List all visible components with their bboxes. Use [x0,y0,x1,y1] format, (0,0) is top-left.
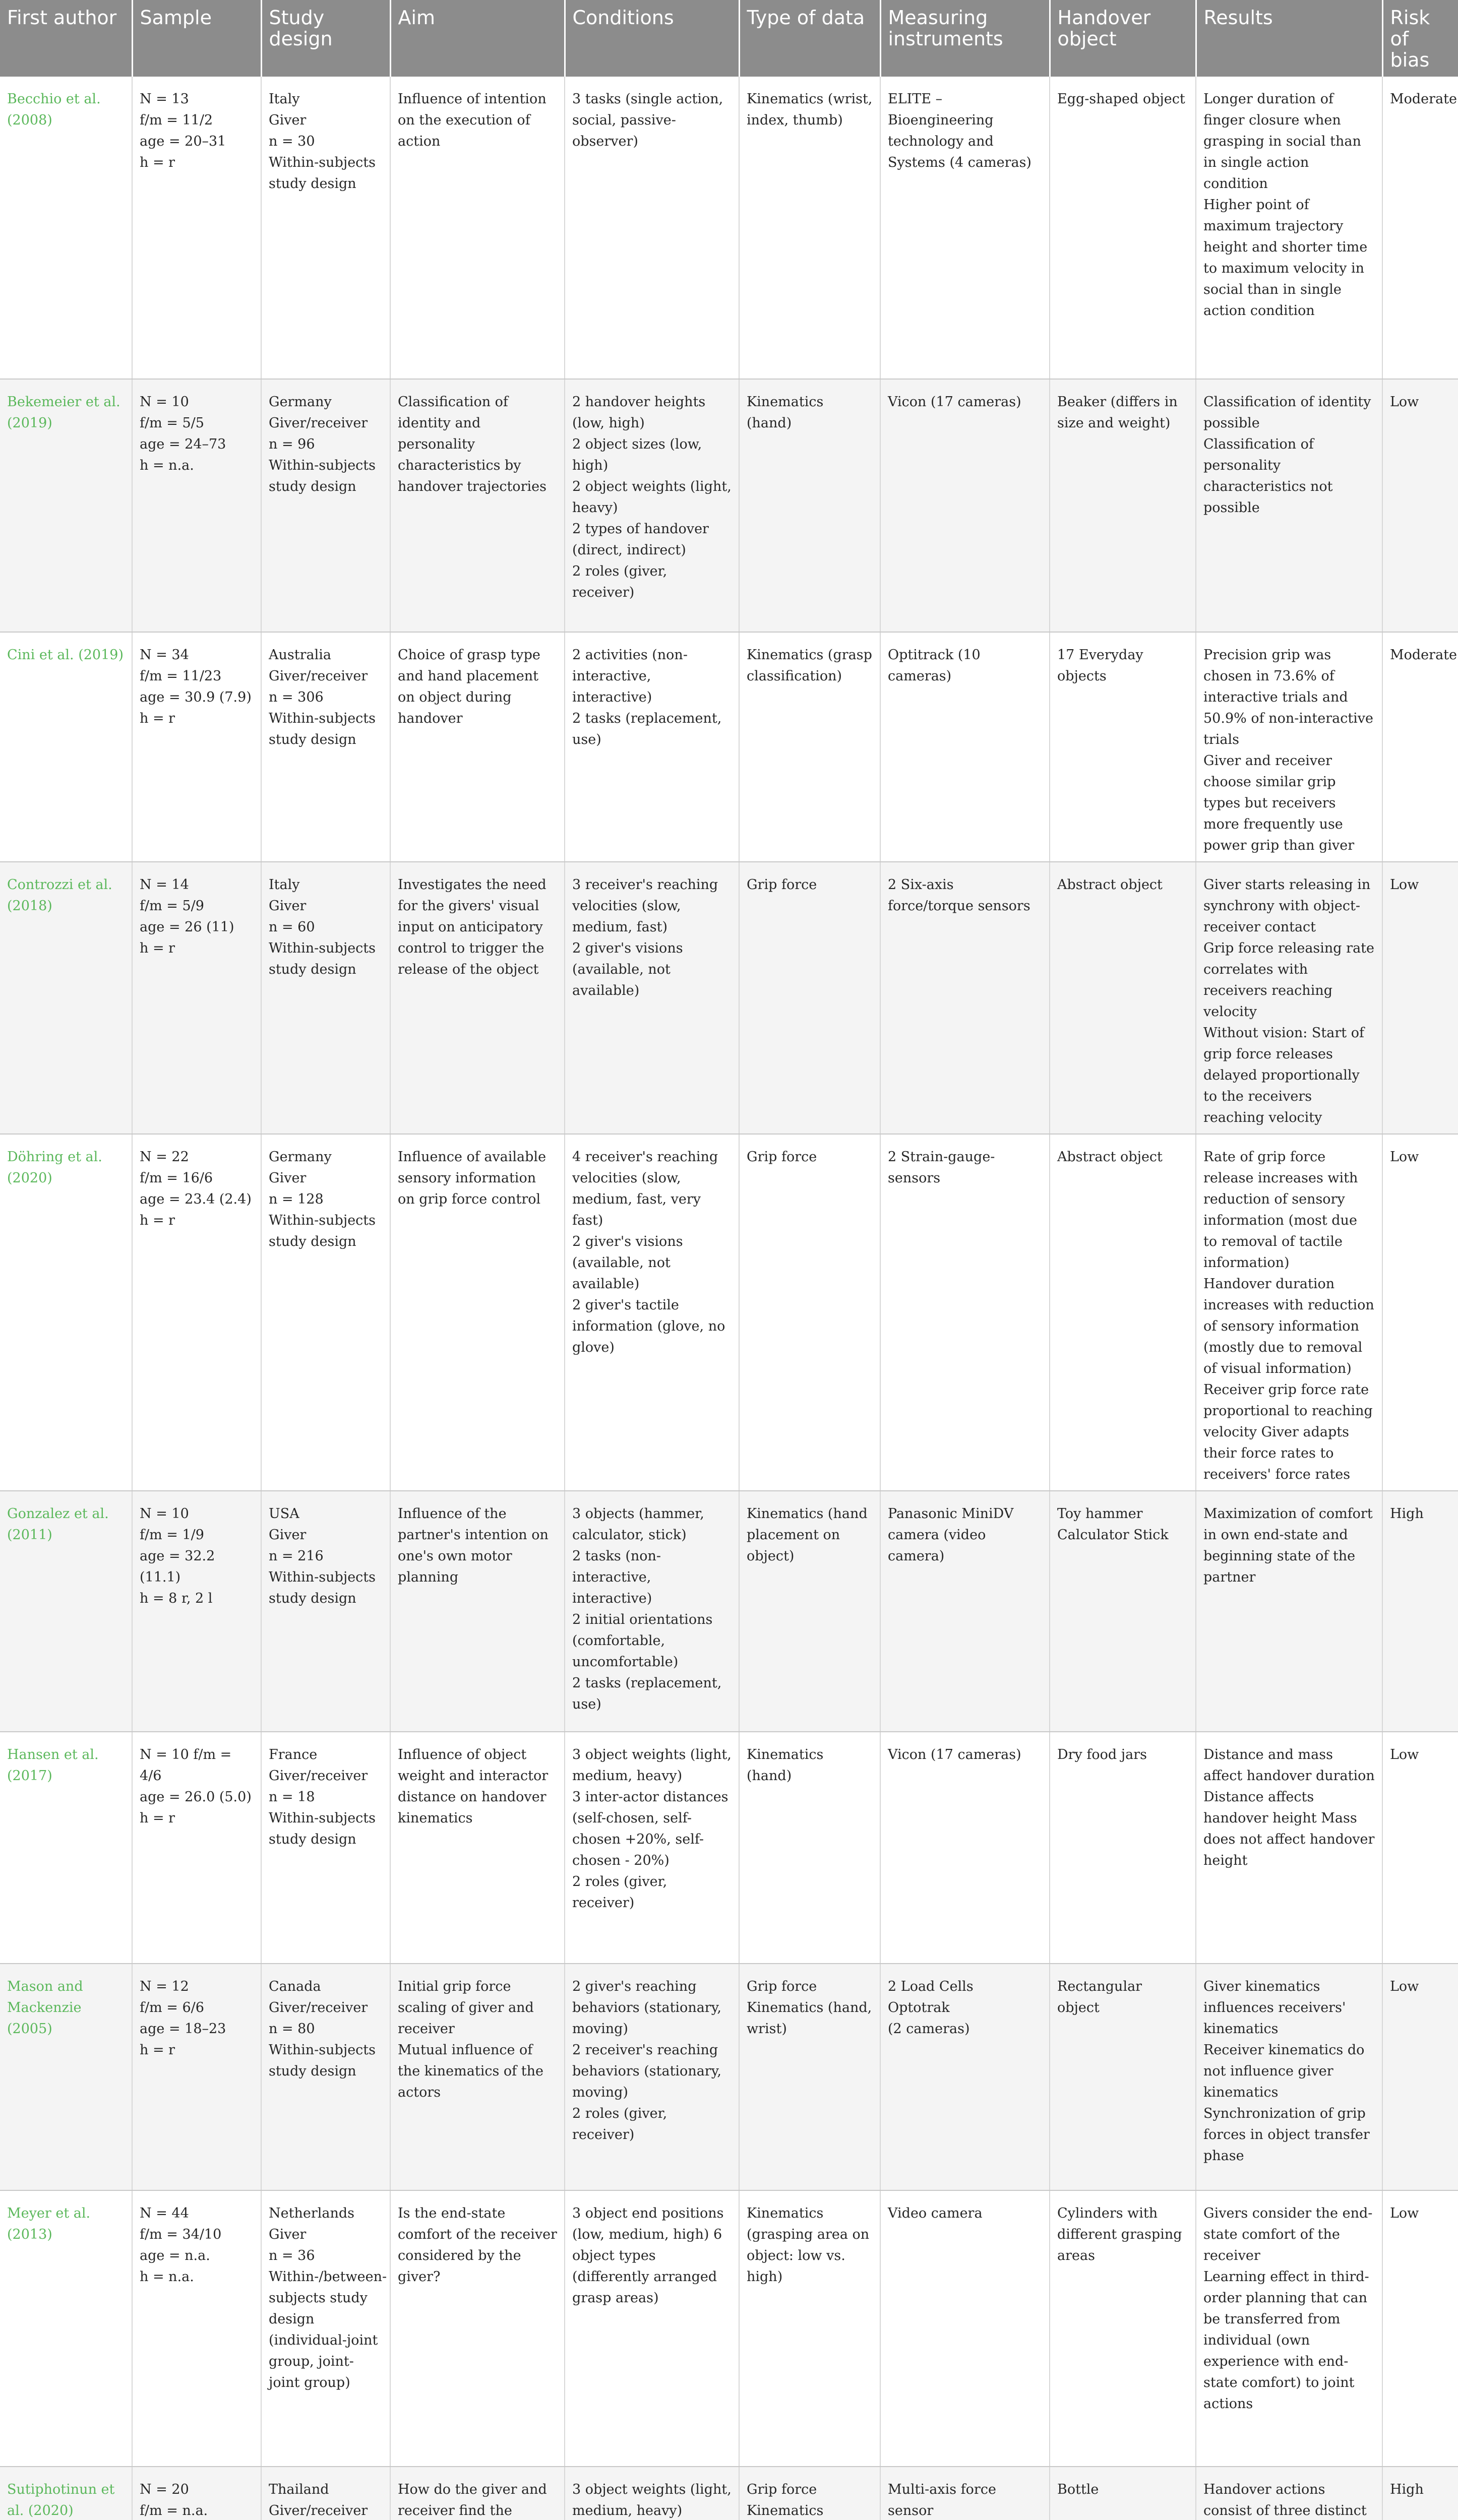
cell-study-design-line: n = 306 [269,689,324,705]
cell-handover-object [1050,1134,1196,1491]
column-header-measuring-instruments: Measuring instruments [880,0,1050,77]
cell-risk-of-bias: Low [1382,1732,1458,1964]
column-header-risk-of-bias: Risk of bias [1382,0,1458,77]
cell-study-design-line: Within-subjects study design [269,2042,376,2079]
cell-measuring-instruments-line: (2 cameras) [888,2021,970,2037]
cell-study-design-line: n = 36 [269,2248,315,2263]
cell-conditions [565,2467,739,2520]
cell-sample-line: h = r [140,2042,175,2058]
cell-measuring-instruments-line: 2 Six-axis force/torque sensors [888,877,1030,914]
cell-measuring-instruments [880,379,1050,632]
cell-results [1196,1134,1382,1491]
cell-study-design-line: Germany [269,394,332,410]
table-row [0,1732,1458,1964]
cell-sample-line: f/m = 1/9 [140,1527,204,1543]
cell-handover-object-line: Egg-shaped object [1057,91,1185,107]
cell-study-design-line: Giver [269,898,307,914]
cell-sample-line: age = 18–23 [140,2021,226,2037]
column-header-aim: Aim [390,0,565,77]
cell-conditions-line: 2 roles (giver, receiver) [572,563,667,600]
cell-aim-line: Mutual influence of the kinematics of the actors [398,2042,543,2100]
cell-type-of-data-line: Grip force [747,2482,817,2497]
cell-measuring-instruments-line: Panasonic MiniDV camera (video camera) [888,1506,1014,1564]
cell-aim [390,1964,565,2190]
cell-first-author[interactable]: Meyer et al. (2013) [0,2190,132,2467]
column-header-handover-object: Handover object [1050,0,1196,77]
cell-sample [132,1964,261,2190]
cell-results-line: Receiver kinematics do not influence giver kinematics [1203,2042,1365,2100]
cell-measuring-instruments-line: 2 Load Cells [888,1979,974,1994]
cell-aim-line: Investigates the need for the givers' visual input on anticipatory control to trigger the release of the object [398,877,546,977]
table-row [0,1134,1458,1491]
cell-type-of-data [739,379,880,632]
cell-aim-line: Choice of grasp type and hand placement on object during handover [398,647,540,726]
cell-results-line: Precision grip was chosen in 73.6% of interactive trials and 50.9% of non-interactive trials [1203,647,1374,747]
cell-results-line: Giver kinematics influences receivers' kinematics [1203,1979,1346,2037]
cell-results-line: Giver and receiver choose similar grip types but receivers more frequently use power grip than giver [1203,753,1355,853]
cell-handover-object-line: Dry food jars [1057,1747,1147,1762]
cell-study-design-line: Giver/receiver [269,2000,368,2015]
cell-conditions-line: 2 giver's visions (available, not available) [572,940,683,998]
cell-type-of-data-line: Kinematics (hand, wrist) [747,2000,872,2037]
cell-conditions-line: 2 tasks (replacement, use) [572,711,722,747]
cell-type-of-data-line: Kinematics (grasping area on object: low vs. high) [747,2206,870,2285]
cell-conditions [565,1964,739,2190]
cell-aim-line: Classification of identity and personality characteristics by handover trajectories [398,394,546,494]
cell-results-line: Distance affects handover height Mass does not affect handover height [1203,1789,1375,1868]
cell-measuring-instruments [880,632,1050,862]
cell-risk-of-bias: Low [1382,862,1458,1134]
cell-conditions-line: 2 object weights (light, heavy) [572,479,732,516]
cell-risk-of-bias: Moderate [1382,632,1458,862]
column-header-first-author: First author [0,0,132,77]
cell-handover-object-line: Beaker (differs in size and weight) [1057,394,1178,431]
table-row [0,1964,1458,2190]
cell-sample-line: h = 8 r, 2 l [140,1591,213,1606]
cell-results [1196,1732,1382,1964]
cell-sample-line: N = 10 f/m = 4/6 [140,1747,232,1784]
cell-study-design-line: Within-subjects study design [269,711,376,747]
cell-conditions-line: 3 objects (hammer, calculator, stick) [572,1506,704,1543]
cell-study-design-line: Within-subjects study design [269,1569,376,1606]
cell-conditions [565,2190,739,2467]
cell-measuring-instruments [880,2190,1050,2467]
cell-conditions-line: 2 initial orientations (comfortable, uncomfortable) [572,1612,713,1670]
cell-measuring-instruments-line: Vicon (17 cameras) [888,1747,1021,1762]
cell-conditions-line: 3 object weights (light, medium, heavy) [572,2482,732,2518]
cell-risk-of-bias: Low [1382,2190,1458,2467]
table-row [0,77,1458,379]
column-header-conditions: Conditions [565,0,739,77]
cell-sample-line: N = 14 [140,877,189,893]
cell-handover-object [1050,1964,1196,2190]
cell-results-line: Classification of personality characteristics not possible [1203,436,1333,516]
table-row [0,862,1458,1134]
cell-study-design-line: Giver [269,1170,307,1186]
cell-sample-line: N = 10 [140,394,189,410]
cell-study-design-line: Canada [269,1979,321,1994]
cell-risk-of-bias: Low [1382,1964,1458,2190]
cell-sample-line: age = 24–73 [140,436,226,452]
cell-aim [390,2467,565,2520]
cell-aim [390,632,565,862]
cell-results-line: Giver starts releasing in synchrony with object-receiver contact [1203,877,1371,935]
cell-risk-of-bias: High [1382,2467,1458,2520]
cell-results-line: Higher point of maximum trajectory height and shorter time to maximum velocity in social than in single action condition [1203,197,1368,319]
cell-sample-line: N = 20 [140,2482,189,2497]
cell-aim-line: Influence of object weight and interactor distance on handover kinematics [398,1747,549,1826]
cell-conditions-line: 2 object sizes (low, high) [572,436,702,473]
cell-sample-line: age = 26.0 (5.0) [140,1789,252,1805]
cell-sample [132,2467,261,2520]
cell-results [1196,1964,1382,2190]
cell-type-of-data [739,2190,880,2467]
cell-study-design-line: n = 60 [269,919,315,935]
cell-handover-object [1050,2467,1196,2520]
cell-study-design-line: Within-subjects study design [269,155,376,192]
cell-measuring-instruments [880,862,1050,1134]
cell-aim-line: How do the giver and receiver find the [398,2482,547,2518]
cell-study-design-line: Thailand [269,2482,329,2497]
column-header-results: Results [1196,0,1382,77]
cell-type-of-data-line: Kinematics (hand placement on object) [747,1506,868,1564]
cell-conditions [565,379,739,632]
cell-study-design [261,1491,390,1732]
cell-results-line: Synchronization of grip forces in object transfer phase [1203,2106,1370,2164]
cell-risk-of-bias: Low [1382,1134,1458,1491]
cell-type-of-data-line: Grip force [747,1979,817,1994]
cell-type-of-data-line: Kinematics (grasp classification) [747,647,872,684]
cell-study-design [261,2190,390,2467]
cell-sample-line: age = 20–31 [140,134,226,149]
cell-handover-object-line: Calculator Stick [1057,1527,1169,1543]
cell-results [1196,632,1382,862]
cell-sample [132,379,261,632]
cell-conditions-line: 2 roles (giver, receiver) [572,2106,667,2143]
table-row [0,632,1458,862]
table-row [0,2190,1458,2467]
cell-handover-object [1050,2190,1196,2467]
cell-type-of-data [739,862,880,1134]
cell-measuring-instruments [880,1491,1050,1732]
cell-study-design-line: Giver [269,2227,307,2242]
cell-aim [390,1134,565,1491]
cell-measuring-instruments-line: Vicon (17 cameras) [888,394,1021,410]
cell-type-of-data-line: Grip force [747,1149,817,1165]
cell-measuring-instruments [880,1964,1050,2190]
cell-study-design-line: Italy [269,877,300,893]
cell-conditions [565,862,739,1134]
cell-conditions-line: 2 activities (non-interactive, interactive) [572,647,688,705]
cell-first-author[interactable]: Bekemeier et al. (2019) [0,379,132,632]
cell-sample-line: f/m = n.a. [140,2503,208,2518]
cell-type-of-data-line: Kinematics (hand) [747,1747,824,1784]
cell-study-design-line: Giver/receiver [269,1768,368,1784]
cell-study-design-line: Germany [269,1149,332,1165]
column-header-sample: Sample [132,0,261,77]
table-header [0,0,1458,77]
cell-handover-object [1050,77,1196,379]
cell-results [1196,862,1382,1134]
cell-type-of-data [739,77,880,379]
cell-study-design [261,1964,390,2190]
cell-conditions [565,1491,739,1732]
cell-results-line: Grip force releasing rate correlates with receivers reaching velocity [1203,940,1374,1020]
cell-sample-line: h = r [140,155,175,170]
cell-handover-object [1050,632,1196,862]
cell-sample-line: f/m = 11/2 [140,112,213,128]
cell-study-design-line: Australia [269,647,331,663]
cell-handover-object-line: Abstract object [1057,877,1163,893]
cell-measuring-instruments-line: Optotrak [888,2000,950,2015]
cell-study-design-line: Within-subjects study design [269,1213,376,1249]
cell-type-of-data [739,1732,880,1964]
cell-type-of-data [739,1491,880,1732]
cell-conditions-line: 2 giver's visions (available, not available) [572,1234,683,1292]
cell-study-design-line: Within-subjects study design [269,1810,376,1847]
cell-conditions-line: 2 tasks (replacement, use) [572,1675,722,1712]
cell-conditions-line: 2 receiver's reaching behaviors (stationary, moving) [572,2042,721,2100]
cell-conditions [565,1732,739,1964]
cell-results-line: Receiver grip force rate proportional to reaching velocity Giver adapts their force rates to receivers' force rates [1203,1382,1373,1482]
cell-sample-line: h = n.a. [140,458,194,473]
cell-aim-line: Influence of the partner's intention on one's own motor planning [398,1506,549,1585]
cell-conditions-line: 3 tasks (single action, social, passive-observer) [572,91,723,149]
cell-study-design [261,379,390,632]
cell-conditions-line: 2 tasks (non-interactive, interactive) [572,1548,661,1606]
cell-study-design [261,1134,390,1491]
cell-type-of-data [739,1964,880,2190]
cell-handover-object [1050,1732,1196,1964]
cell-sample-line: h = r [140,711,175,726]
cell-study-design-line: USA [269,1506,299,1522]
cell-study-design-line: Giver/receiver [269,415,368,431]
cell-results-line: Handover actions consist of three distinct [1203,2482,1367,2518]
cell-handover-object-line: Cylinders with different grasping areas [1057,2206,1182,2263]
cell-measuring-instruments [880,1134,1050,1491]
cell-type-of-data [739,1134,880,1491]
cell-first-author[interactable]: Sutiphotinun et al. (2020) [0,2467,132,2520]
cell-sample-line: N = 10 [140,1506,189,1522]
cell-study-design-line: Netherlands [269,2206,354,2221]
cell-sample [132,2190,261,2467]
cell-results-line: Maximization of comfort in own end-state and beginning state of the partner [1203,1506,1373,1585]
header-row [0,0,1458,77]
cell-first-author[interactable]: Hansen et al. (2017) [0,1732,132,1964]
cell-risk-of-bias: Moderate [1382,77,1458,379]
cell-type-of-data-line: Kinematics (wrist, index, thumb) [747,91,873,128]
cell-aim-line: Influence of available sensory information on grip force control [398,1149,546,1207]
cell-sample-line: N = 22 [140,1149,189,1165]
cell-sample-line: h = r [140,1213,175,1228]
cell-conditions [565,77,739,379]
cell-measuring-instruments [880,2467,1050,2520]
cell-conditions-line: 3 object end positions (low, medium, high) 6 object types (differently arranged grasp areas) [572,2206,724,2306]
cell-results-line: Learning effect in third-order planning that can be transferred from individual (own experience with end-state comfort) to joint actions [1203,2269,1369,2412]
cell-conditions-line: 3 inter-actor distances (self-chosen, self-chosen +20%, self-chosen - 20%) [572,1789,728,1868]
cell-sample-line: f/m = 6/6 [140,2000,204,2015]
cell-sample-line: N = 44 [140,2206,189,2221]
cell-measuring-instruments [880,77,1050,379]
cell-sample [132,1491,261,1732]
cell-conditions-line: 2 handover heights (low, high) [572,394,706,431]
cell-results [1196,77,1382,379]
cell-first-author[interactable]: Becchio et al. (2008) [0,77,132,379]
cell-sample [132,862,261,1134]
cell-type-of-data [739,2467,880,2520]
cell-sample-line: h = n.a. [140,2269,194,2285]
cell-handover-object-line: Toy hammer [1057,1506,1143,1522]
cell-first-author[interactable]: Gonzalez et al. (2011) [0,1491,132,1732]
cell-study-design-line: Within-/between-subjects study design (individual-joint group, joint-joint group) [269,2269,387,2390]
cell-sample-line: age = 23.4 (2.4) [140,1191,252,1207]
cell-study-design-line: Giver [269,112,307,128]
cell-handover-object [1050,862,1196,1134]
cell-handover-object [1050,379,1196,632]
cell-measuring-instruments-line: Optitrack (10 cameras) [888,647,981,684]
table-row [0,1491,1458,1732]
table-row [0,379,1458,632]
cell-sample-line: f/m = 5/5 [140,415,204,431]
cell-aim [390,862,565,1134]
cell-results-line: Classification of identity possible [1203,394,1371,431]
cell-study-design-line: Giver/receiver [269,668,368,684]
column-header-type-of-data: Type of data [739,0,880,77]
cell-aim [390,77,565,379]
cell-type-of-data-line: Kinematics (hand) [747,394,824,431]
cell-results [1196,2190,1382,2467]
cell-results [1196,1491,1382,1732]
cell-aim [390,379,565,632]
cell-measuring-instruments [880,1732,1050,1964]
cell-study-design-line: Giver [269,1527,307,1543]
cell-sample-line: f/m = 16/6 [140,1170,213,1186]
cell-study-design [261,862,390,1134]
cell-sample-line: f/m = 34/10 [140,2227,222,2242]
cell-aim-line: Initial grip force scaling of giver and receiver [398,1979,534,2037]
cell-first-author[interactable]: Cini et al. (2019) [0,632,132,862]
cell-study-design-line: Italy [269,91,300,107]
cell-results-line: Distance and mass affect handover duration [1203,1747,1375,1784]
column-header-study-design: Study design [261,0,390,77]
cell-study-design-line: n = 30 [269,134,315,149]
cell-aim-line: Is the end-state comfort of the receiver considered by the giver? [398,2206,557,2285]
cell-measuring-instruments-line: 2 Strain-gauge-sensors [888,1149,995,1186]
cell-sample [132,1134,261,1491]
cell-risk-of-bias: High [1382,1491,1458,1732]
table-row [0,2467,1458,2520]
cell-sample [132,77,261,379]
cell-sample-line: h = r [140,940,175,956]
cell-results-line: Handover duration increases with reduction of sensory information (mostly due to removal of visual information) [1203,1276,1374,1376]
cell-results-line: Givers consider the end-state comfort of the receiver [1203,2206,1373,2263]
cell-sample-line: h = r [140,1810,175,1826]
cell-type-of-data [739,632,880,862]
cell-study-design-line: Within-subjects study design [269,940,376,977]
cell-sample [132,1732,261,1964]
cell-sample [132,632,261,862]
cell-sample-line: age = 30.9 (7.9) [140,689,252,705]
cell-results [1196,2467,1382,2520]
cell-study-design-line: n = 216 [269,1548,324,1564]
cell-study-design-line: n = 96 [269,436,315,452]
cell-study-design [261,1732,390,1964]
cell-conditions [565,632,739,862]
cell-sample-line: age = 26 (11) [140,919,234,935]
cell-handover-object-line: 17 Everyday objects [1057,647,1143,684]
cell-aim [390,2190,565,2467]
cell-study-design-line: n = 18 [269,1789,315,1805]
cell-conditions-line: 4 receiver's reaching velocities (slow, medium, fast, very fast) [572,1149,718,1228]
cell-sample-line: N = 34 [140,647,189,663]
cell-study-design-line: Giver/receiver [269,2503,368,2518]
cell-conditions-line: 3 receiver's reaching velocities (slow, medium, fast) [572,877,718,935]
cell-results-line: Longer duration of finger closure when grasping in social than in single action condition [1203,91,1361,192]
cell-results-line: Rate of grip force release increases with reduction of sensory information (most due to removal of tactile information) [1203,1149,1358,1271]
cell-study-design [261,77,390,379]
cell-sample-line: N = 12 [140,1979,189,1994]
cell-conditions-line: 2 roles (giver, receiver) [572,1874,667,1911]
cell-conditions-line: 2 types of handover (direct, indirect) [572,521,709,558]
cell-first-author[interactable]: Mason and Mackenzie (2005) [0,1964,132,2190]
cell-type-of-data-line: Kinematics [747,2503,824,2518]
cell-aim [390,1732,565,1964]
cell-sample-line: age = n.a. [140,2248,210,2263]
cell-handover-object-line: Bottle [1057,2482,1099,2497]
cell-first-author[interactable]: Döhring et al. (2020) [0,1134,132,1491]
cell-measuring-instruments-line: Video camera [888,2206,983,2221]
cell-sample-line: f/m = 5/9 [140,898,204,914]
cell-study-design-line: Within-subjects study design [269,458,376,494]
cell-study-design-line: France [269,1747,318,1762]
cell-sample-line: age = 32.2 (11.1) [140,1548,215,1585]
cell-study-design-line: n = 128 [269,1191,324,1207]
cell-handover-object-line: Abstract object [1057,1149,1163,1165]
cell-results [1196,379,1382,632]
cell-sample-line: N = 13 [140,91,189,107]
cell-aim-line: Influence of intention on the execution of action [398,91,546,149]
table-body [0,77,1458,2520]
cell-conditions-line: 2 giver's reaching behaviors (stationary, moving) [572,1979,721,2037]
cell-type-of-data-line: Grip force [747,877,817,893]
cell-study-design [261,2467,390,2520]
cell-conditions [565,1134,739,1491]
cell-results-line: Without vision: Start of grip force releases delayed proportionally to the receivers reaching velocity [1203,1025,1364,1125]
cell-sample-line: f/m = 11/23 [140,668,222,684]
cell-measuring-instruments-line: Multi-axis force sensor [888,2482,996,2518]
cell-measuring-instruments-line: ELITE – Bioengineering technology and Systems (4 cameras) [888,91,1031,170]
cell-conditions-line: 3 object weights (light, medium, heavy) [572,1747,732,1784]
cell-study-design [261,632,390,862]
cell-first-author[interactable]: Controzzi et al. (2018) [0,862,132,1134]
cell-conditions-line: 2 giver's tactile information (glove, no glove) [572,1297,725,1355]
cell-aim [390,1491,565,1732]
cell-handover-object [1050,1491,1196,1732]
cell-risk-of-bias: Low [1382,379,1458,632]
cell-study-design-line: n = 80 [269,2021,315,2037]
cell-handover-object-line: Rectangular object [1057,1979,1142,2015]
